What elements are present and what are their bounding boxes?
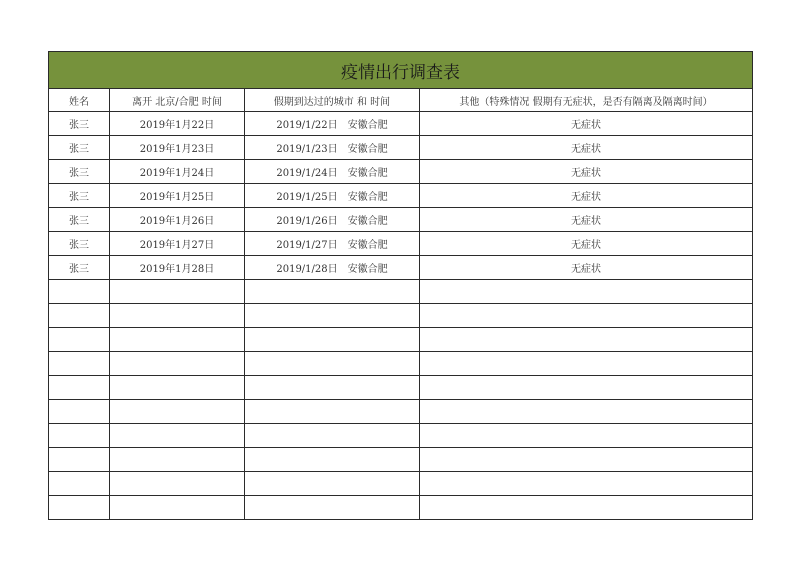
cell-leave-time[interactable]: 2019年1月23日 [110,136,245,160]
cell-leave-time[interactable]: 2019年1月24日 [110,160,245,184]
cell-name[interactable] [49,472,110,496]
cell-other[interactable] [420,280,753,304]
cell-other[interactable]: 无症状 [420,232,753,256]
cell-leave-time[interactable] [110,448,245,472]
cell-name[interactable] [49,400,110,424]
table-row [49,352,753,376]
cell-leave-time[interactable] [110,328,245,352]
column-header-name: 姓名 [49,89,110,112]
cell-name[interactable]: 张三 [49,160,110,184]
cell-other[interactable] [420,424,753,448]
cell-destination[interactable] [245,328,420,352]
cell-destination[interactable]: 2019/1/22日 安徽合肥 [245,112,420,136]
cell-name[interactable] [49,280,110,304]
cell-leave-time[interactable] [110,352,245,376]
table-row [49,280,753,304]
cell-other[interactable] [420,304,753,328]
cell-name[interactable]: 张三 [49,136,110,160]
table-row [49,448,753,472]
column-header-other: 其他（特殊情况 假期有无症状，是否有隔离及隔离时间） [420,89,753,112]
cell-other[interactable] [420,328,753,352]
table-row [49,400,753,424]
cell-leave-time[interactable] [110,280,245,304]
cell-other[interactable]: 无症状 [420,160,753,184]
cell-name[interactable] [49,376,110,400]
cell-name[interactable]: 张三 [49,208,110,232]
cell-name[interactable] [49,424,110,448]
cell-name[interactable] [49,352,110,376]
table-row [49,304,753,328]
table-row [49,256,753,280]
cell-leave-time[interactable] [110,400,245,424]
table-row [49,424,753,448]
table-row [49,328,753,352]
cell-destination[interactable] [245,400,420,424]
cell-name[interactable]: 张三 [49,184,110,208]
cell-name[interactable]: 张三 [49,256,110,280]
table-row [49,112,753,136]
table-title: 疫情出行调查表 [49,52,753,89]
title-row [49,52,753,89]
cell-other[interactable]: 无症状 [420,112,753,136]
cell-name[interactable] [49,448,110,472]
cell-name[interactable] [49,304,110,328]
cell-leave-time[interactable]: 2019年1月22日 [110,112,245,136]
cell-name[interactable] [49,496,110,520]
travel-survey-table [48,51,753,520]
cell-leave-time[interactable] [110,472,245,496]
cell-destination[interactable]: 2019/1/24日 安徽合肥 [245,160,420,184]
table-row [49,160,753,184]
cell-destination[interactable] [245,472,420,496]
cell-other[interactable] [420,400,753,424]
cell-leave-time[interactable]: 2019年1月25日 [110,184,245,208]
cell-leave-time[interactable]: 2019年1月28日 [110,256,245,280]
cell-leave-time[interactable] [110,376,245,400]
cell-destination[interactable] [245,376,420,400]
cell-destination[interactable] [245,424,420,448]
cell-other[interactable]: 无症状 [420,184,753,208]
cell-destination[interactable] [245,448,420,472]
table-row [49,208,753,232]
cell-name[interactable]: 张三 [49,112,110,136]
cell-name[interactable] [49,328,110,352]
cell-other[interactable] [420,496,753,520]
cell-destination[interactable]: 2019/1/27日 安徽合肥 [245,232,420,256]
table-row [49,136,753,160]
table-row [49,376,753,400]
cell-destination[interactable] [245,304,420,328]
table-row [49,472,753,496]
cell-other[interactable] [420,352,753,376]
cell-name[interactable]: 张三 [49,232,110,256]
cell-other[interactable]: 无症状 [420,136,753,160]
cell-leave-time[interactable] [110,496,245,520]
cell-leave-time[interactable]: 2019年1月26日 [110,208,245,232]
cell-destination[interactable]: 2019/1/26日 安徽合肥 [245,208,420,232]
cell-leave-time[interactable] [110,304,245,328]
header-row [49,89,753,112]
cell-other[interactable] [420,448,753,472]
table-row [49,496,753,520]
cell-destination[interactable] [245,352,420,376]
cell-destination[interactable] [245,280,420,304]
cell-destination[interactable]: 2019/1/23日 安徽合肥 [245,136,420,160]
cell-leave-time[interactable]: 2019年1月27日 [110,232,245,256]
cell-destination[interactable] [245,496,420,520]
table-row [49,184,753,208]
column-header-destination: 假期到达过的城市 和 时间 [245,89,420,112]
column-header-leave-time: 离开 北京/合肥 时间 [110,89,245,112]
cell-destination[interactable]: 2019/1/28日 安徽合肥 [245,256,420,280]
cell-other[interactable] [420,472,753,496]
cell-other[interactable]: 无症状 [420,256,753,280]
cell-other[interactable]: 无症状 [420,208,753,232]
cell-other[interactable] [420,376,753,400]
cell-destination[interactable]: 2019/1/25日 安徽合肥 [245,184,420,208]
table-row [49,232,753,256]
cell-leave-time[interactable] [110,424,245,448]
